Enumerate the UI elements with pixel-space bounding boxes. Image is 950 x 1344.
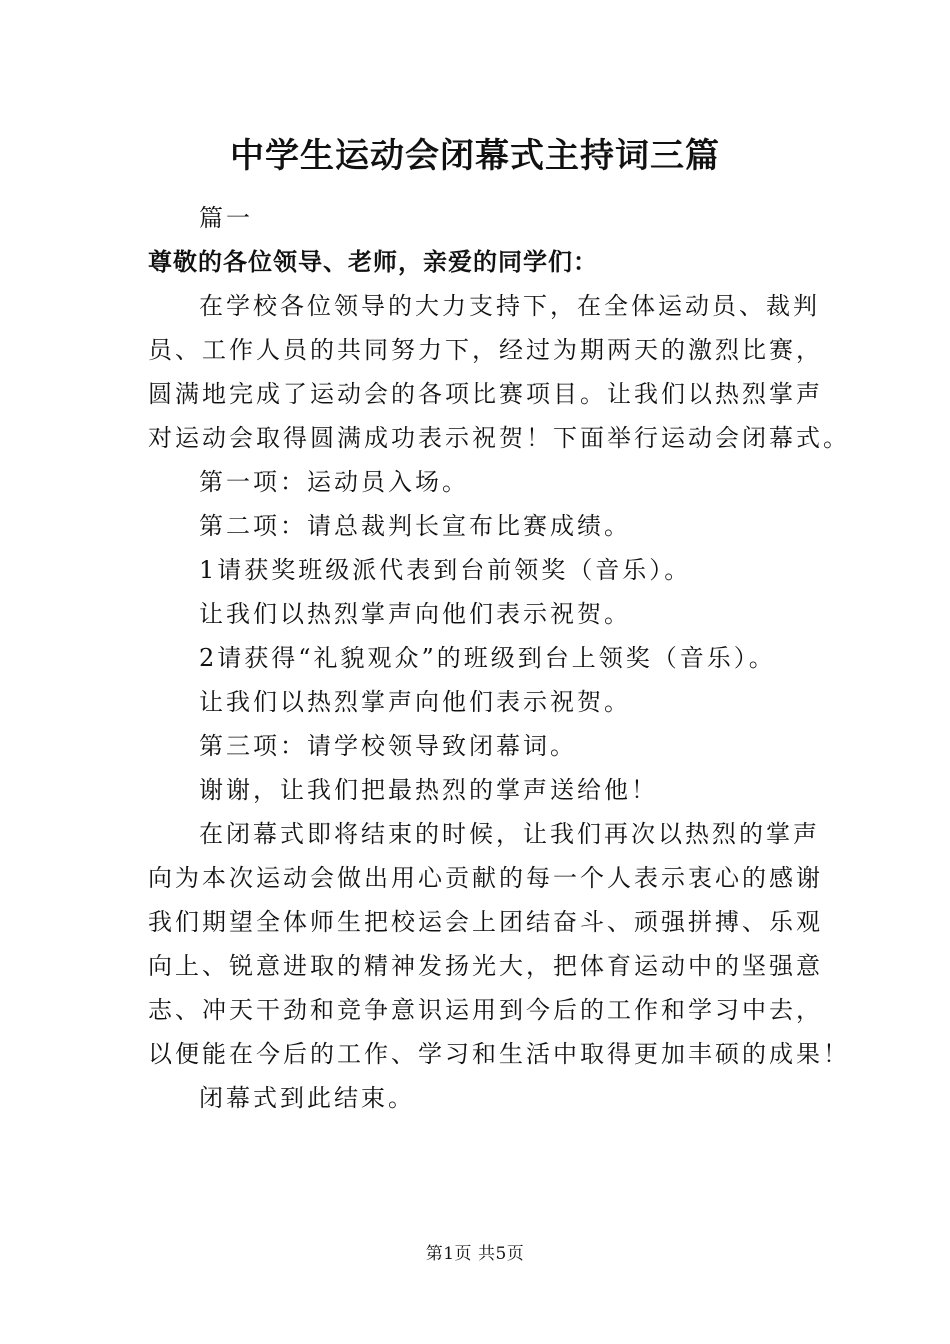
program-item: 让我们以热烈掌声向他们表示祝贺。 [199,688,631,716]
paragraph-line: 圆满地完成了运动会的各项比赛项目。让我们以热烈掌声 [148,380,823,408]
program-item: 2请获得“礼貌观众”的班级到台上领奖（音乐）。 [199,644,776,672]
program-item: 让我们以热烈掌声向他们表示祝贺。 [199,600,631,628]
page-footer: 第1页 共5页 [425,1244,525,1264]
document-body [148,196,850,1120]
program-item: 谢谢，让我们把最热烈的掌声送给他！ [199,776,658,804]
program-item: 第一项：运动员入场。 [199,468,469,496]
salutation: 尊敬的各位领导、老师，亲爱的同学们： [148,247,598,276]
closing-line: 闭幕式到此结束。 [199,1084,415,1112]
paragraph-line: 向上、锐意进取的精神发扬光大，把体育运动中的坚强意 [148,952,823,980]
paragraph-line: 员、工作人员的共同努力下，经过为期两天的激烈比赛， [148,336,823,364]
section-label: 篇一 [199,204,253,232]
program-item: 第三项：请学校领导致闭幕词。 [199,732,577,760]
paragraph-line: 我们期望全体师生把校运会上团结奋斗、顽强拼搏、乐观 [148,908,823,936]
paragraph-line: 以便能在今后的工作、学习和生活中取得更加丰硕的成果！ [148,1040,850,1068]
paragraph-line: 在学校各位领导的大力支持下，在全体运动员、裁判 [199,292,820,320]
program-item: 1请获奖班级派代表到台前领奖（音乐）。 [199,556,692,584]
paragraph-line: 志、冲天干劲和竞争意识运用到今后的工作和学习中去， [148,996,823,1024]
paragraph-line: 在闭幕式即将结束的时候，让我们再次以热烈的掌声 [199,820,820,848]
paragraph-line: 向为本次运动会做出用心贡献的每一个人表示衷心的感谢 [148,864,823,892]
program-item: 第二项：请总裁判长宣布比赛成绩。 [199,512,631,540]
document-title: 中学生运动会闭幕式主持词三篇 [230,136,720,176]
paragraph-line: 对运动会取得圆满成功表示祝贺！下面举行运动会闭幕式。 [148,424,850,452]
